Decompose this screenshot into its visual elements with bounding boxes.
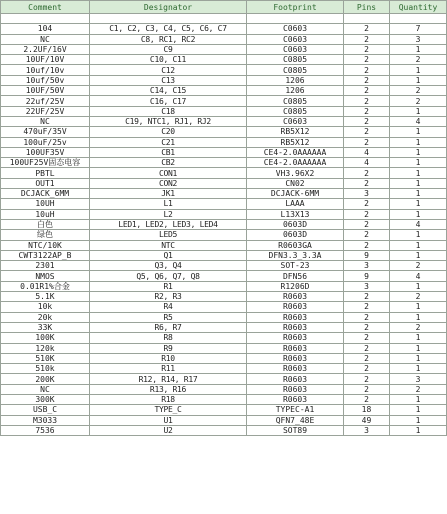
cell-pins[interactable]: 9 [344,271,390,281]
table-row [1,96,447,106]
cell-quantity[interactable]: 1 [390,199,447,209]
cell-quantity[interactable]: 1 [390,127,447,137]
cell-pins[interactable]: 2 [344,96,390,106]
cell-quantity[interactable]: 1 [390,158,447,168]
cell-pins[interactable]: 2 [344,364,390,374]
cell-comment[interactable]: 22uf/25V [1,96,90,106]
cell-comment[interactable]: NMOS [1,271,90,281]
cell-footprint[interactable]: R0603 [247,364,344,374]
cell-quantity[interactable]: 1 [390,75,447,85]
cell-designator[interactable]: C13 [90,75,247,85]
cell-designator[interactable]: C18 [90,106,247,116]
cell-designator[interactable]: C21 [90,137,247,147]
cell-quantity[interactable]: 4 [390,219,447,229]
cell-quantity[interactable]: 2 [390,96,447,106]
table-row [1,230,447,240]
cell-pins[interactable]: 2 [344,322,390,332]
table-row [1,34,447,44]
table-row [1,178,447,188]
table-row [1,199,447,209]
header-row [1,1,447,14]
table-row [1,292,447,302]
cell-designator[interactable]: R10 [90,353,247,363]
table-row [1,209,447,219]
table-row [1,55,447,65]
cell-comment[interactable]: 200K [1,374,90,384]
cell-comment[interactable]: 0.01R1%合金 [1,281,90,291]
table-row [1,75,447,85]
cell-comment[interactable]: 10uf/50v [1,75,90,85]
cell-pins[interactable]: 2 [344,209,390,219]
cell-quantity[interactable]: 2 [390,292,447,302]
cell-pins[interactable]: 2 [344,384,390,394]
cell-comment[interactable]: 白色 [1,219,90,229]
cell-quantity[interactable]: 1 [390,312,447,322]
cell-pins[interactable]: 2 [344,394,390,404]
cell-footprint[interactable]: CN02 [247,178,344,188]
cell-comment[interactable]: 10uf/10v [1,65,90,75]
cell-designator[interactable]: CB2 [90,158,247,168]
cell-quantity[interactable]: 1 [390,415,447,425]
cell-comment[interactable]: 10UF/10V [1,55,90,65]
cell-comment[interactable]: USB_C [1,405,90,415]
cell-quantity[interactable]: 2 [390,55,447,65]
cell-designator[interactable]: TYPE_C [90,405,247,415]
cell-pins[interactable]: 3 [344,189,390,199]
cell-footprint[interactable]: 0603D [247,230,344,240]
cell-footprint[interactable]: SOT89 [247,425,344,435]
cell-footprint[interactable]: R0603 [247,353,344,363]
cell-comment[interactable]: DCJACK_6MM [1,189,90,199]
cell-quantity[interactable]: 1 [390,178,447,188]
cell-comment[interactable] [1,14,90,24]
cell-footprint[interactable]: R0603 [247,312,344,322]
cell-quantity[interactable]: 1 [390,137,447,147]
cell-pins[interactable]: 2 [344,168,390,178]
cell-footprint[interactable]: SOT-23 [247,261,344,271]
cell-designator[interactable]: NTC [90,240,247,250]
cell-pins[interactable]: 2 [344,199,390,209]
cell-comment[interactable]: 7536 [1,425,90,435]
table-row [1,415,447,425]
cell-comment[interactable]: M3033 [1,415,90,425]
cell-footprint[interactable]: C0603 [247,34,344,44]
table-row [1,240,447,250]
cell-pins[interactable]: 49 [344,415,390,425]
cell-designator[interactable]: C19, NTC1, RJ1, RJ2 [90,116,247,126]
header-pins[interactable]: Pins [344,1,390,14]
cell-pins[interactable]: 2 [344,312,390,322]
cell-pins[interactable]: 18 [344,405,390,415]
cell-designator[interactable]: LED5 [90,230,247,240]
cell-comment[interactable]: 10UF/50V [1,86,90,96]
cell-designator[interactable]: CB1 [90,147,247,157]
cell-designator[interactable]: CON1 [90,168,247,178]
cell-quantity[interactable]: 1 [390,44,447,54]
cell-comment[interactable]: 22UF/25V [1,106,90,116]
cell-footprint[interactable] [247,14,344,24]
table-row [1,137,447,147]
cell-footprint[interactable]: RB5X12 [247,137,344,147]
cell-quantity[interactable]: 1 [390,65,447,75]
cell-footprint[interactable]: DFN3.3_3.3A [247,250,344,260]
table-row [1,261,447,271]
cell-pins[interactable]: 2 [344,127,390,137]
cell-quantity[interactable]: 1 [390,147,447,157]
cell-footprint[interactable]: R1206D [247,281,344,291]
cell-footprint[interactable]: R0603 [247,292,344,302]
cell-designator[interactable]: C16, C17 [90,96,247,106]
cell-designator[interactable]: JK1 [90,189,247,199]
header-quantity[interactable]: Quantity [390,1,447,14]
cell-footprint[interactable]: DCJACK-6MM [247,189,344,199]
cell-quantity[interactable]: 1 [390,189,447,199]
cell-quantity[interactable]: 1 [390,353,447,363]
cell-footprint[interactable]: CE4-2.0AAAAAA [247,158,344,168]
cell-designator[interactable]: R4 [90,302,247,312]
cell-footprint[interactable]: TYPEC-A1 [247,405,344,415]
cell-footprint[interactable]: C0603 [247,44,344,54]
table-row [1,405,447,415]
cell-footprint[interactable]: 1206 [247,75,344,85]
cell-quantity[interactable]: 1 [390,333,447,343]
table-row [1,106,447,116]
cell-pins[interactable]: 3 [344,261,390,271]
cell-quantity[interactable]: 1 [390,425,447,435]
cell-comment[interactable]: 10k [1,302,90,312]
cell-quantity[interactable]: 1 [390,281,447,291]
cell-comment[interactable]: 10UH [1,199,90,209]
cell-designator[interactable]: R18 [90,394,247,404]
cell-designator[interactable]: Q5, Q6, Q7, Q8 [90,271,247,281]
cell-designator[interactable]: C8, RC1, RC2 [90,34,247,44]
table-row [1,394,447,404]
table-row [1,116,447,126]
cell-designator[interactable]: CON2 [90,178,247,188]
cell-comment[interactable]: 510K [1,353,90,363]
cell-designator[interactable]: C14, C15 [90,86,247,96]
cell-quantity[interactable]: 3 [390,374,447,384]
cell-comment[interactable]: 100K [1,333,90,343]
cell-comment[interactable]: CWT3122AP_B [1,250,90,260]
table-row [1,158,447,168]
cell-footprint[interactable]: R0603 [247,302,344,312]
cell-footprint[interactable]: C0805 [247,96,344,106]
table-row [1,384,447,394]
cell-footprint[interactable]: CE4-2.0AAAAAA [247,147,344,157]
cell-designator[interactable]: R5 [90,312,247,322]
table-row [1,281,447,291]
table-row [1,24,447,34]
cell-pins[interactable]: 3 [344,281,390,291]
cell-quantity[interactable]: 1 [390,364,447,374]
cell-quantity[interactable]: 4 [390,116,447,126]
cell-quantity[interactable]: 1 [390,240,447,250]
table-row [1,343,447,353]
cell-comment[interactable]: NC [1,116,90,126]
table-row [1,425,447,435]
cell-pins[interactable]: 2 [344,333,390,343]
cell-designator[interactable]: R9 [90,343,247,353]
cell-quantity[interactable]: 1 [390,343,447,353]
cell-pins[interactable]: 2 [344,24,390,34]
cell-footprint[interactable]: R0603 [247,343,344,353]
cell-designator[interactable]: Q3, Q4 [90,261,247,271]
cell-quantity[interactable]: 1 [390,209,447,219]
table-row [1,374,447,384]
cell-comment[interactable]: 20k [1,312,90,322]
table-row [1,271,447,281]
cell-pins[interactable]: 2 [344,219,390,229]
table-row [1,65,447,75]
cell-pins[interactable]: 2 [344,292,390,302]
cell-quantity[interactable]: 3 [390,34,447,44]
cell-comment[interactable]: 2.2UF/16V [1,44,90,54]
cell-pins[interactable]: 2 [344,343,390,353]
cell-footprint[interactable]: R0603 [247,374,344,384]
cell-designator[interactable]: C12 [90,65,247,75]
cell-quantity[interactable]: 2 [390,261,447,271]
cell-pins[interactable]: 2 [344,302,390,312]
cell-footprint[interactable]: L13X13 [247,209,344,219]
cell-quantity[interactable]: 1 [390,302,447,312]
cell-quantity[interactable]: 1 [390,394,447,404]
cell-comment[interactable]: 300K [1,394,90,404]
cell-quantity[interactable]: 1 [390,405,447,415]
cell-comment[interactable]: 5.1K [1,292,90,302]
cell-comment[interactable]: OUT1 [1,178,90,188]
cell-comment[interactable]: 33K [1,322,90,332]
cell-footprint[interactable]: RB5X12 [247,127,344,137]
cell-designator[interactable]: C10, C11 [90,55,247,65]
cell-comment[interactable]: 120k [1,343,90,353]
table-row [1,14,447,24]
cell-designator[interactable]: Q1 [90,250,247,260]
cell-quantity[interactable]: 2 [390,384,447,394]
cell-quantity[interactable] [390,14,447,24]
table-row [1,353,447,363]
table-row [1,322,447,332]
cell-footprint[interactable]: R0603 [247,322,344,332]
cell-quantity[interactable]: 4 [390,271,447,281]
cell-pins[interactable]: 2 [344,65,390,75]
header-comment[interactable]: Comment [1,1,90,14]
cell-footprint[interactable]: R0603 [247,333,344,343]
cell-pins[interactable]: 3 [344,425,390,435]
cell-footprint[interactable]: 1206 [247,86,344,96]
table-row [1,219,447,229]
cell-comment[interactable]: 绿色 [1,230,90,240]
cell-designator[interactable]: R12, R14, R17 [90,374,247,384]
cell-footprint[interactable]: R0603 [247,384,344,394]
cell-comment[interactable]: NC [1,384,90,394]
cell-quantity[interactable]: 7 [390,24,447,34]
cell-designator[interactable]: R1 [90,281,247,291]
cell-comment[interactable]: 510k [1,364,90,374]
cell-designator[interactable] [90,14,247,24]
cell-footprint[interactable]: C0805 [247,106,344,116]
cell-footprint[interactable]: R0603 [247,394,344,404]
table-row [1,302,447,312]
cell-pins[interactable]: 4 [344,147,390,157]
cell-designator[interactable]: R11 [90,364,247,374]
cell-footprint[interactable]: VH3.96X2 [247,168,344,178]
cell-footprint[interactable]: C0603 [247,24,344,34]
table-row [1,312,447,322]
cell-pins[interactable]: 2 [344,44,390,54]
cell-designator[interactable]: C20 [90,127,247,137]
cell-comment[interactable]: 100UF25V固态电容 [1,158,90,168]
cell-pins[interactable]: 2 [344,374,390,384]
cell-pins[interactable]: 2 [344,75,390,85]
cell-comment[interactable]: 470uF/35V [1,127,90,137]
cell-pins[interactable]: 2 [344,230,390,240]
cell-designator[interactable]: R2, R3 [90,292,247,302]
cell-designator[interactable]: U1 [90,415,247,425]
table-row [1,168,447,178]
cell-pins[interactable]: 2 [344,116,390,126]
cell-designator[interactable]: LED1, LED2, LED3, LED4 [90,219,247,229]
cell-footprint[interactable]: C0805 [247,55,344,65]
cell-footprint[interactable]: QFN7_48E [247,415,344,425]
cell-quantity[interactable]: 2 [390,322,447,332]
table-row [1,86,447,96]
cell-pins[interactable]: 2 [344,106,390,116]
cell-designator[interactable]: R13, R16 [90,384,247,394]
cell-comment[interactable]: PBTL [1,168,90,178]
cell-pins[interactable]: 2 [344,34,390,44]
table-row [1,364,447,374]
cell-designator[interactable]: C9 [90,44,247,54]
table-row [1,333,447,343]
cell-comment[interactable]: NTC/10K [1,240,90,250]
cell-footprint[interactable]: DFN56 [247,271,344,281]
cell-quantity[interactable]: 1 [390,230,447,240]
table-row [1,189,447,199]
header-designator[interactable]: Designator [90,1,247,14]
table-row [1,147,447,157]
cell-comment[interactable]: 2301 [1,261,90,271]
cell-comment[interactable]: NC [1,34,90,44]
cell-comment[interactable]: 100uF/25v [1,137,90,147]
table-row [1,44,447,54]
cell-pins[interactable]: 2 [344,137,390,147]
cell-comment[interactable]: 104 [1,24,90,34]
cell-pins[interactable]: 2 [344,86,390,96]
cell-footprint[interactable]: 0603D [247,219,344,229]
header-footprint[interactable]: Footprint [247,1,344,14]
cell-designator[interactable]: L2 [90,209,247,219]
cell-quantity[interactable]: 1 [390,250,447,260]
cell-footprint[interactable]: C0805 [247,65,344,75]
cell-designator[interactable]: U2 [90,425,247,435]
cell-quantity[interactable]: 1 [390,168,447,178]
cell-pins[interactable]: 2 [344,240,390,250]
cell-pins[interactable]: 2 [344,353,390,363]
bom-body [1,14,447,436]
cell-pins[interactable]: 2 [344,55,390,65]
cell-comment[interactable]: 10uH [1,209,90,219]
cell-pins[interactable]: 9 [344,250,390,260]
cell-comment[interactable]: 100UF35V [1,147,90,157]
table-row [1,127,447,137]
cell-quantity[interactable]: 1 [390,106,447,116]
cell-footprint[interactable]: C0603 [247,116,344,126]
cell-designator[interactable]: L1 [90,199,247,209]
cell-designator[interactable]: R6, R7 [90,322,247,332]
cell-pins[interactable] [344,14,390,24]
cell-pins[interactable]: 2 [344,178,390,188]
cell-designator[interactable]: C1, C2, C3, C4, C5, C6, C7 [90,24,247,34]
cell-footprint[interactable]: R0603GA [247,240,344,250]
cell-footprint[interactable]: LAAA [247,199,344,209]
cell-designator[interactable]: R8 [90,333,247,343]
cell-pins[interactable]: 4 [344,158,390,168]
cell-quantity[interactable]: 2 [390,86,447,96]
table-row [1,250,447,260]
